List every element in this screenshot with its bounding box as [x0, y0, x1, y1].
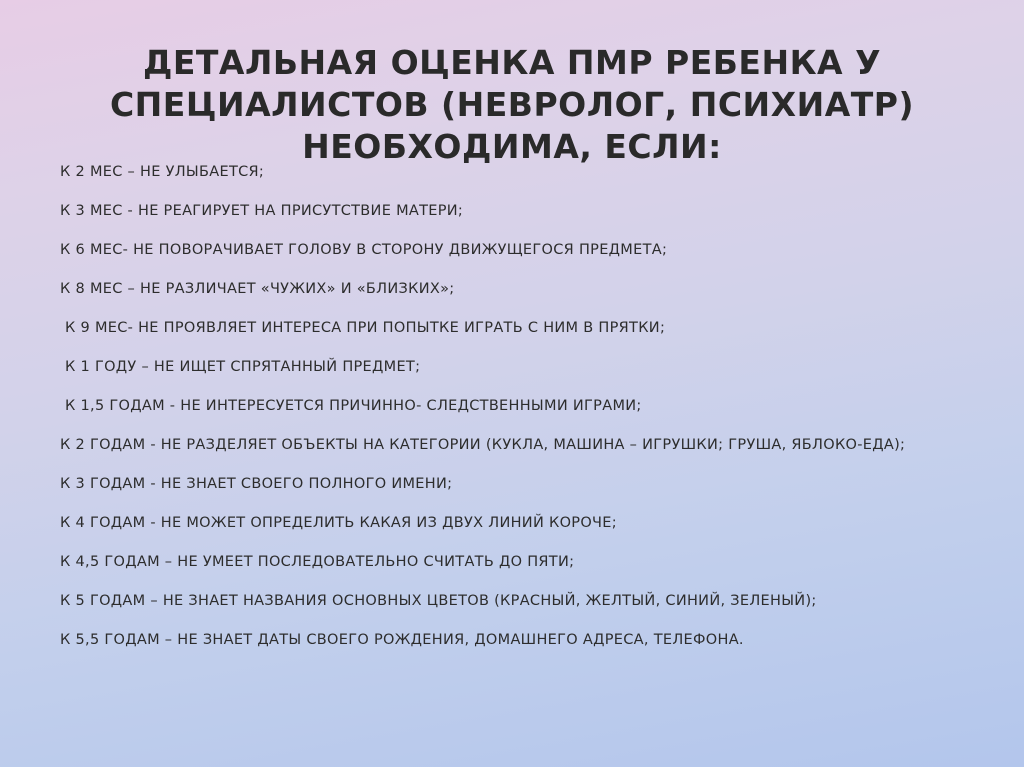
- list-item: К 2 ГОДАМ - НЕ РАЗДЕЛЯЕТ ОБЪЕКТЫ НА КАТЕГОРИИ (КУКЛА, МАШИНА – ИГРУШКИ; ГРУША, ЯБЛОКО-ЕДА);: [60, 437, 906, 453]
- list-item: К 2 МЕС – НЕ УЛЫБАЕТСЯ;: [60, 164, 265, 180]
- list-item: К 1,5 ГОДАМ - НЕ ИНТЕРЕСУЕТСЯ ПРИЧИННО- СЛЕДСТВЕННЫМИ ИГРАМИ;: [65, 398, 642, 414]
- list-item: К 5,5 ГОДАМ – НЕ ЗНАЕТ ДАТЫ СВОЕГО РОЖДЕНИЯ, ДОМАШНЕГО АДРЕСА, ТЕЛЕФОНА.: [60, 632, 744, 648]
- list-item: К 4 ГОДАМ - НЕ МОЖЕТ ОПРЕДЕЛИТЬ КАКАЯ ИЗ ДВУХ ЛИНИЙ КОРОЧЕ;: [60, 515, 617, 531]
- list-item: К 4,5 ГОДАМ – НЕ УМЕЕТ ПОСЛЕДОВАТЕЛЬНО СЧИТАТЬ ДО ПЯТИ;: [60, 554, 575, 570]
- list-item: К 8 МЕС – НЕ РАЗЛИЧАЕТ «ЧУЖИХ» И «БЛИЗКИХ»;: [60, 281, 455, 297]
- slide-title: [60, 42, 964, 168]
- list-item: К 1 ГОДУ – НЕ ИЩЕТ СПРЯТАННЫЙ ПРЕДМЕТ;: [65, 359, 421, 375]
- list-item: К 3 МЕС - НЕ РЕАГИРУЕТ НА ПРИСУТСТВИЕ МАТЕРИ;: [60, 203, 464, 219]
- list-item: К 6 МЕС- НЕ ПОВОРАЧИВАЕТ ГОЛОВУ В СТОРОНУ ДВИЖУЩЕГОСЯ ПРЕДМЕТА;: [60, 242, 668, 258]
- slide-title-line: НЕОБХОДИМА, ЕСЛИ:: [302, 127, 722, 166]
- slide-title-line: СПЕЦИАЛИСТОВ (НЕВРОЛОГ, ПСИХИАТР): [109, 85, 915, 124]
- criteria-list: [60, 163, 960, 649]
- list-item: К 3 ГОДАМ - НЕ ЗНАЕТ СВОЕГО ПОЛНОГО ИМЕНИ;: [60, 476, 453, 492]
- list-item: К 5 ГОДАМ – НЕ ЗНАЕТ НАЗВАНИЯ ОСНОВНЫХ ЦВЕТОВ (КРАСНЫЙ, ЖЕЛТЫЙ, СИНИЙ, ЗЕЛЕНЫЙ);: [60, 593, 817, 609]
- slide-title-line: ДЕТАЛЬНАЯ ОЦЕНКА ПМР РЕБЕНКА У: [142, 43, 882, 82]
- list-item: К 9 МЕС- НЕ ПРОЯВЛЯЕТ ИНТЕРЕСА ПРИ ПОПЫТКЕ ИГРАТЬ С НИМ В ПРЯТКИ;: [65, 320, 666, 336]
